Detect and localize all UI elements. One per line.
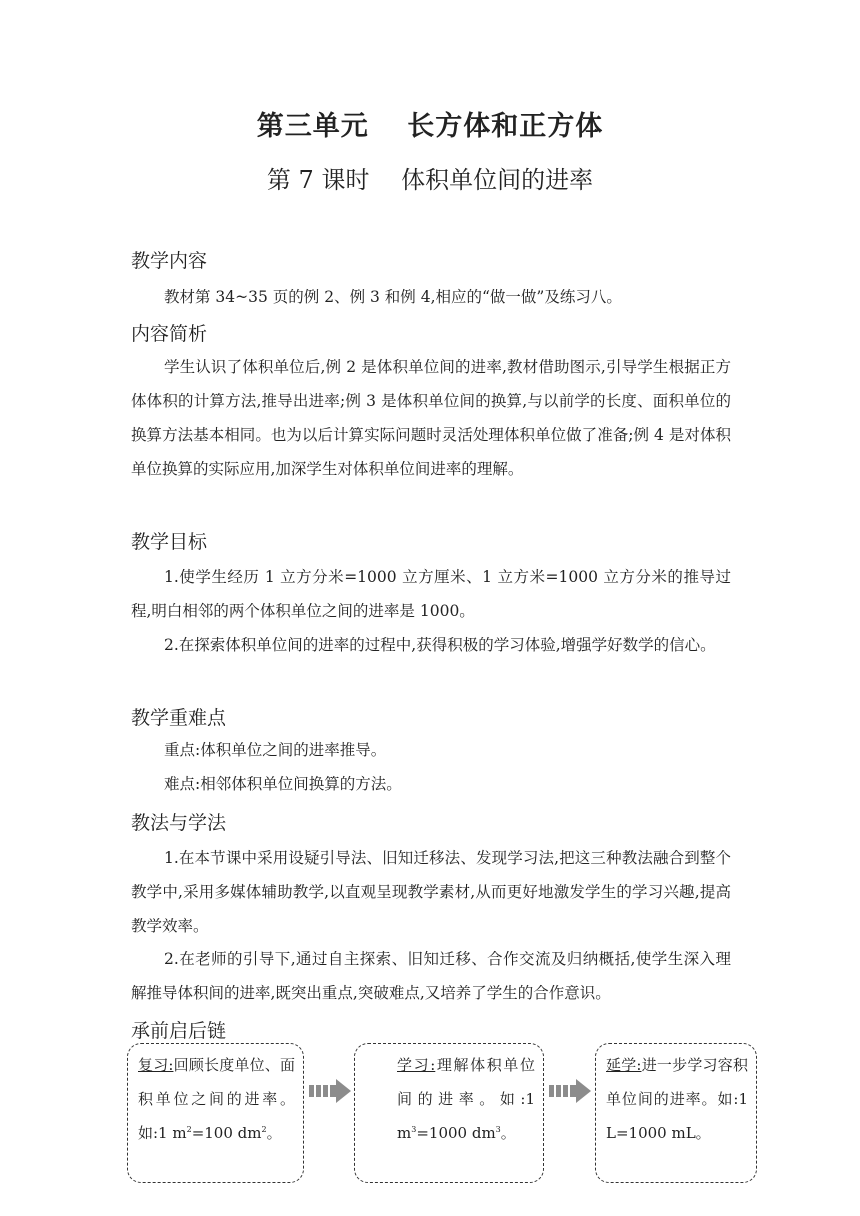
review-sup-2: 2 (261, 1125, 267, 1134)
learn-sup-2: 3 (495, 1125, 501, 1134)
heading-teaching-content: 教学内容 (131, 250, 208, 272)
goal-item-1: 1.使学生经历 1 立方分米=1000 立方厘米、1 立方米=1000 立方分米的推导过程,明白相邻的两个体积单位之间的进率是 1000。 (131, 568, 731, 620)
review-text-mid: =100 dm (191, 1124, 262, 1142)
review-sup-1: 2 (186, 1125, 192, 1134)
heading-links: 承前启后链 (131, 1020, 227, 1042)
content-analysis-text: 学生认识了体积单位后,例 2 是体积单位间的进率,教材借助图示,引导学生根据正方体体积的计算方法,推导出进率;例 3 是体积单位间的换算,与以前学的长度、面积单位的换算方法基本相同。也为以后计算实际问题时灵活处理体积单位做了准备;例 4 是对体积单位换算的实际应用,加深学生对体积单位间进率的理解。 (131, 358, 731, 478)
unit-title: 第三单元 长方体和正方体 (256, 111, 604, 142)
review-text: 回顾长度单位、面积单位之间的进率。如:1 m (138, 1056, 295, 1142)
teaching-content-text: 教材第 34~35 页的例 2、例 3 和例 4,相应的“做一做”及练习八。 (164, 288, 622, 306)
learn-text-mid: =1000 dm (416, 1124, 496, 1142)
heading-content-analysis: 内容简析 (131, 323, 208, 345)
learn-label: 学习: (397, 1056, 436, 1074)
key-point-focus: 重点:体积单位之间的进率推导。 (164, 741, 387, 759)
learn-box (354, 1043, 544, 1183)
review-label: 复习: (138, 1056, 174, 1074)
learn-sup-1: 3 (411, 1125, 417, 1134)
method-item-2: 2.在老师的引导下,通过自主探索、旧知迁移、合作交流及归纳概括,使学生深入理解推导体积间的进率,既突出重点,突破难点,又培养了学生的合作意识。 (131, 950, 731, 1002)
arrow-right-icon (309, 1078, 351, 1104)
lesson-title: 第 7 课时 体积单位间的进率 (266, 166, 594, 194)
review-text-end: 。 (266, 1124, 282, 1142)
heading-teaching-goals: 教学目标 (131, 531, 208, 553)
heading-key-points: 教学重难点 (131, 707, 227, 729)
method-item-1: 1.在本节课中采用设疑引导法、旧知迁移法、发现学习法,把这三种教法融合到整个教学中,采用多媒体辅助教学,以直观呈现教学素材,从而更好地激发学生的学习兴趣,提高教学效率。 (131, 849, 731, 935)
heading-methods: 教法与学法 (131, 812, 227, 834)
learn-text-end: 。 (500, 1124, 516, 1142)
extend-box (595, 1043, 757, 1183)
review-box (127, 1043, 304, 1183)
arrow-right-icon-2 (549, 1078, 591, 1104)
learn-text: 理解体积单位间的进率。如:1 m (397, 1056, 535, 1142)
goal-item-2: 2.在探索体积单位间的进率的过程中,获得积极的学习体验,增强学好数学的信心。 (164, 636, 716, 654)
extend-label: 延学: (606, 1056, 642, 1074)
key-point-difficulty: 难点:相邻体积单位间换算的方法。 (164, 775, 402, 793)
extend-text: 进一步学习容积单位间的进率。如:1 L=1000 mL。 (606, 1056, 748, 1142)
